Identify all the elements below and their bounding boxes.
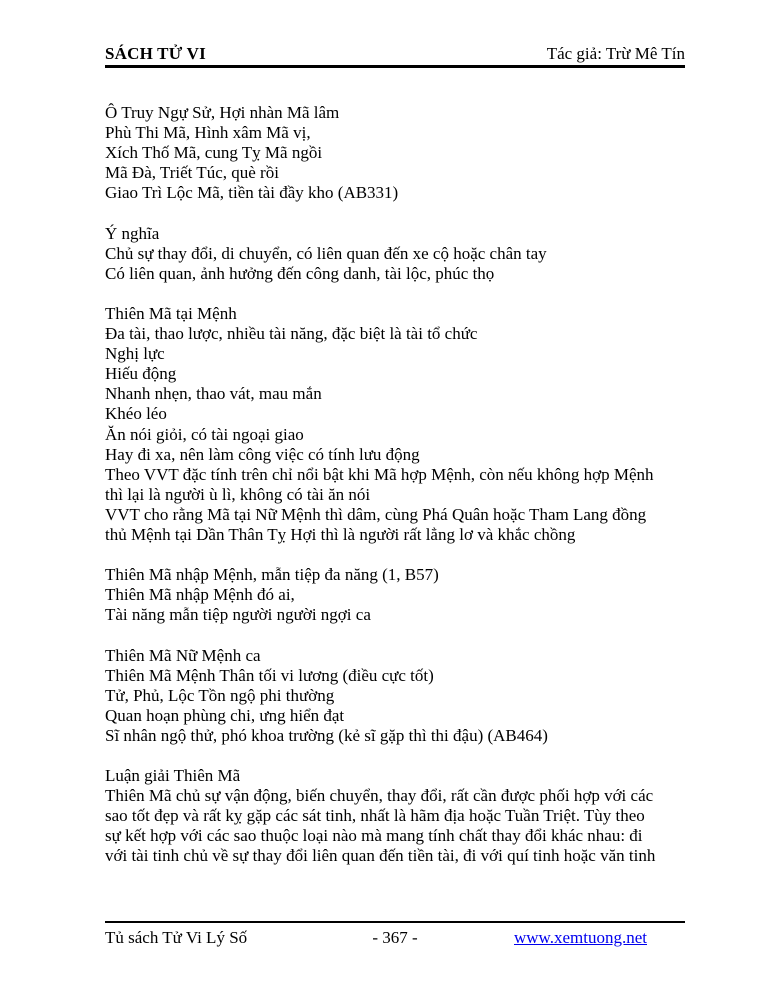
text-line: Nghị lực — [105, 344, 165, 364]
text-line: sự kết hợp với các sao thuộc loại nào mà mang tính chất thay đổi khác nhau: đi — [105, 826, 643, 846]
meaning-paragraph — [105, 224, 690, 284]
text-line: Chủ sự thay đổi, di chuyển, có liên quan đến xe cộ hoặc chân tay — [105, 243, 547, 263]
text-line: Quan hoạn phùng chi, ưng hiển đạt — [105, 705, 345, 725]
text-line: Tử, Phủ, Lộc Tồn ngộ phi thường — [105, 685, 335, 705]
text-line: Ăn nói giỏi, có tài ngoại giao — [105, 424, 304, 444]
text-line: Hay đi xa, nên làm công việc có tính lưu động — [105, 444, 420, 464]
book-title: SÁCH TỬ VI — [105, 44, 206, 63]
text-line: Hiếu động — [105, 364, 177, 384]
text-line: thủ Mệnh tại Dần Thân Tỵ Hợi thì là người rất lẳng lơ và khắc chồng — [105, 524, 576, 544]
section-heading: Thiên Mã nhập Mệnh, mẫn tiệp đa năng (1, B57) — [105, 565, 439, 585]
text-line: Thiên Mã Mệnh Thân tối vi lương (điều cực tốt) — [105, 665, 434, 685]
text-line: Giao Trì Lộc Mã, tiền tài đầy kho (AB331) — [105, 183, 399, 203]
section-heading: Ý nghĩa — [105, 223, 160, 243]
section-heading: Luận giải Thiên Mã — [105, 766, 241, 786]
page-header — [105, 44, 685, 68]
page-number: - 367 - — [372, 928, 418, 947]
text-line: Đa tài, thao lược, nhiều tài năng, đặc biệt là tài tổ chức — [105, 324, 478, 344]
text-line: Mã Đà, Triết Túc, què rồi — [105, 163, 279, 183]
page-footer — [105, 921, 685, 948]
footer-row — [105, 928, 685, 948]
section-heading: Thiên Mã tại Mệnh — [105, 303, 237, 323]
verse-paragraph — [105, 103, 690, 203]
thien-ma-nhap-menh-paragraph — [105, 565, 690, 625]
text-line: VVT cho rằng Mã tại Nữ Mệnh thì dâm, cùng Phá Quân hoặc Tham Lang đồng — [105, 504, 647, 524]
text-line: với tài tinh chủ về sự thay đổi liên quan đến tiền tài, đi với quí tinh hoặc văn tinh — [105, 846, 656, 866]
text-line: Nhanh nhẹn, thao vát, mau mắn — [105, 384, 322, 404]
text-line: Ô Truy Ngự Sử, Hợi nhàn Mã lâm — [105, 103, 340, 122]
author-credit: Tác giả: Trừ Mê Tín — [546, 44, 685, 63]
text-line: Sĩ nhân ngộ thử, phó khoa trường (kẻ sĩ gặp thì thi đậu) (AB464) — [105, 725, 548, 745]
page-body — [105, 103, 690, 867]
text-line: Phù Thi Mã, Hình xâm Mã vị, — [105, 123, 311, 143]
section-heading: Thiên Mã Nữ Mệnh ca — [105, 645, 261, 665]
text-line: Có liên quan, ảnh hưởng đến công danh, tài lộc, phúc thọ — [105, 263, 495, 283]
thien-ma-tai-menh-paragraph — [105, 304, 690, 545]
series-title: Tủ sách Tử Vi Lý Số — [105, 928, 248, 947]
text-line: Tài năng mẫn tiệp người người ngợi ca — [105, 605, 371, 625]
text-line: Xích Thố Mã, cung Tỵ Mã ngồi — [105, 143, 323, 163]
website-link[interactable]: www.xemtuong.net — [514, 928, 647, 947]
text-line: Thiên Mã chủ sự vận động, biến chuyển, thay đổi, rất cần được phối hợp với các — [105, 786, 654, 806]
text-line: Khéo léo — [105, 404, 167, 424]
luan-giai-paragraph — [105, 766, 690, 866]
text-line: Theo VVT đặc tính trên chỉ nổi bật khi Mã hợp Mệnh, còn nếu không hợp Mệnh — [105, 464, 654, 484]
text-line: thì lại là người ù lì, không có tài ăn nói — [105, 484, 371, 504]
thien-ma-nu-menh-paragraph — [105, 646, 690, 746]
text-line: sao tốt đẹp và rất kỵ gặp các sát tinh, nhất là hãm địa hoặc Tuần Triệt. Tùy theo — [105, 806, 645, 826]
text-line: Thiên Mã nhập Mệnh đó ai, — [105, 585, 295, 605]
